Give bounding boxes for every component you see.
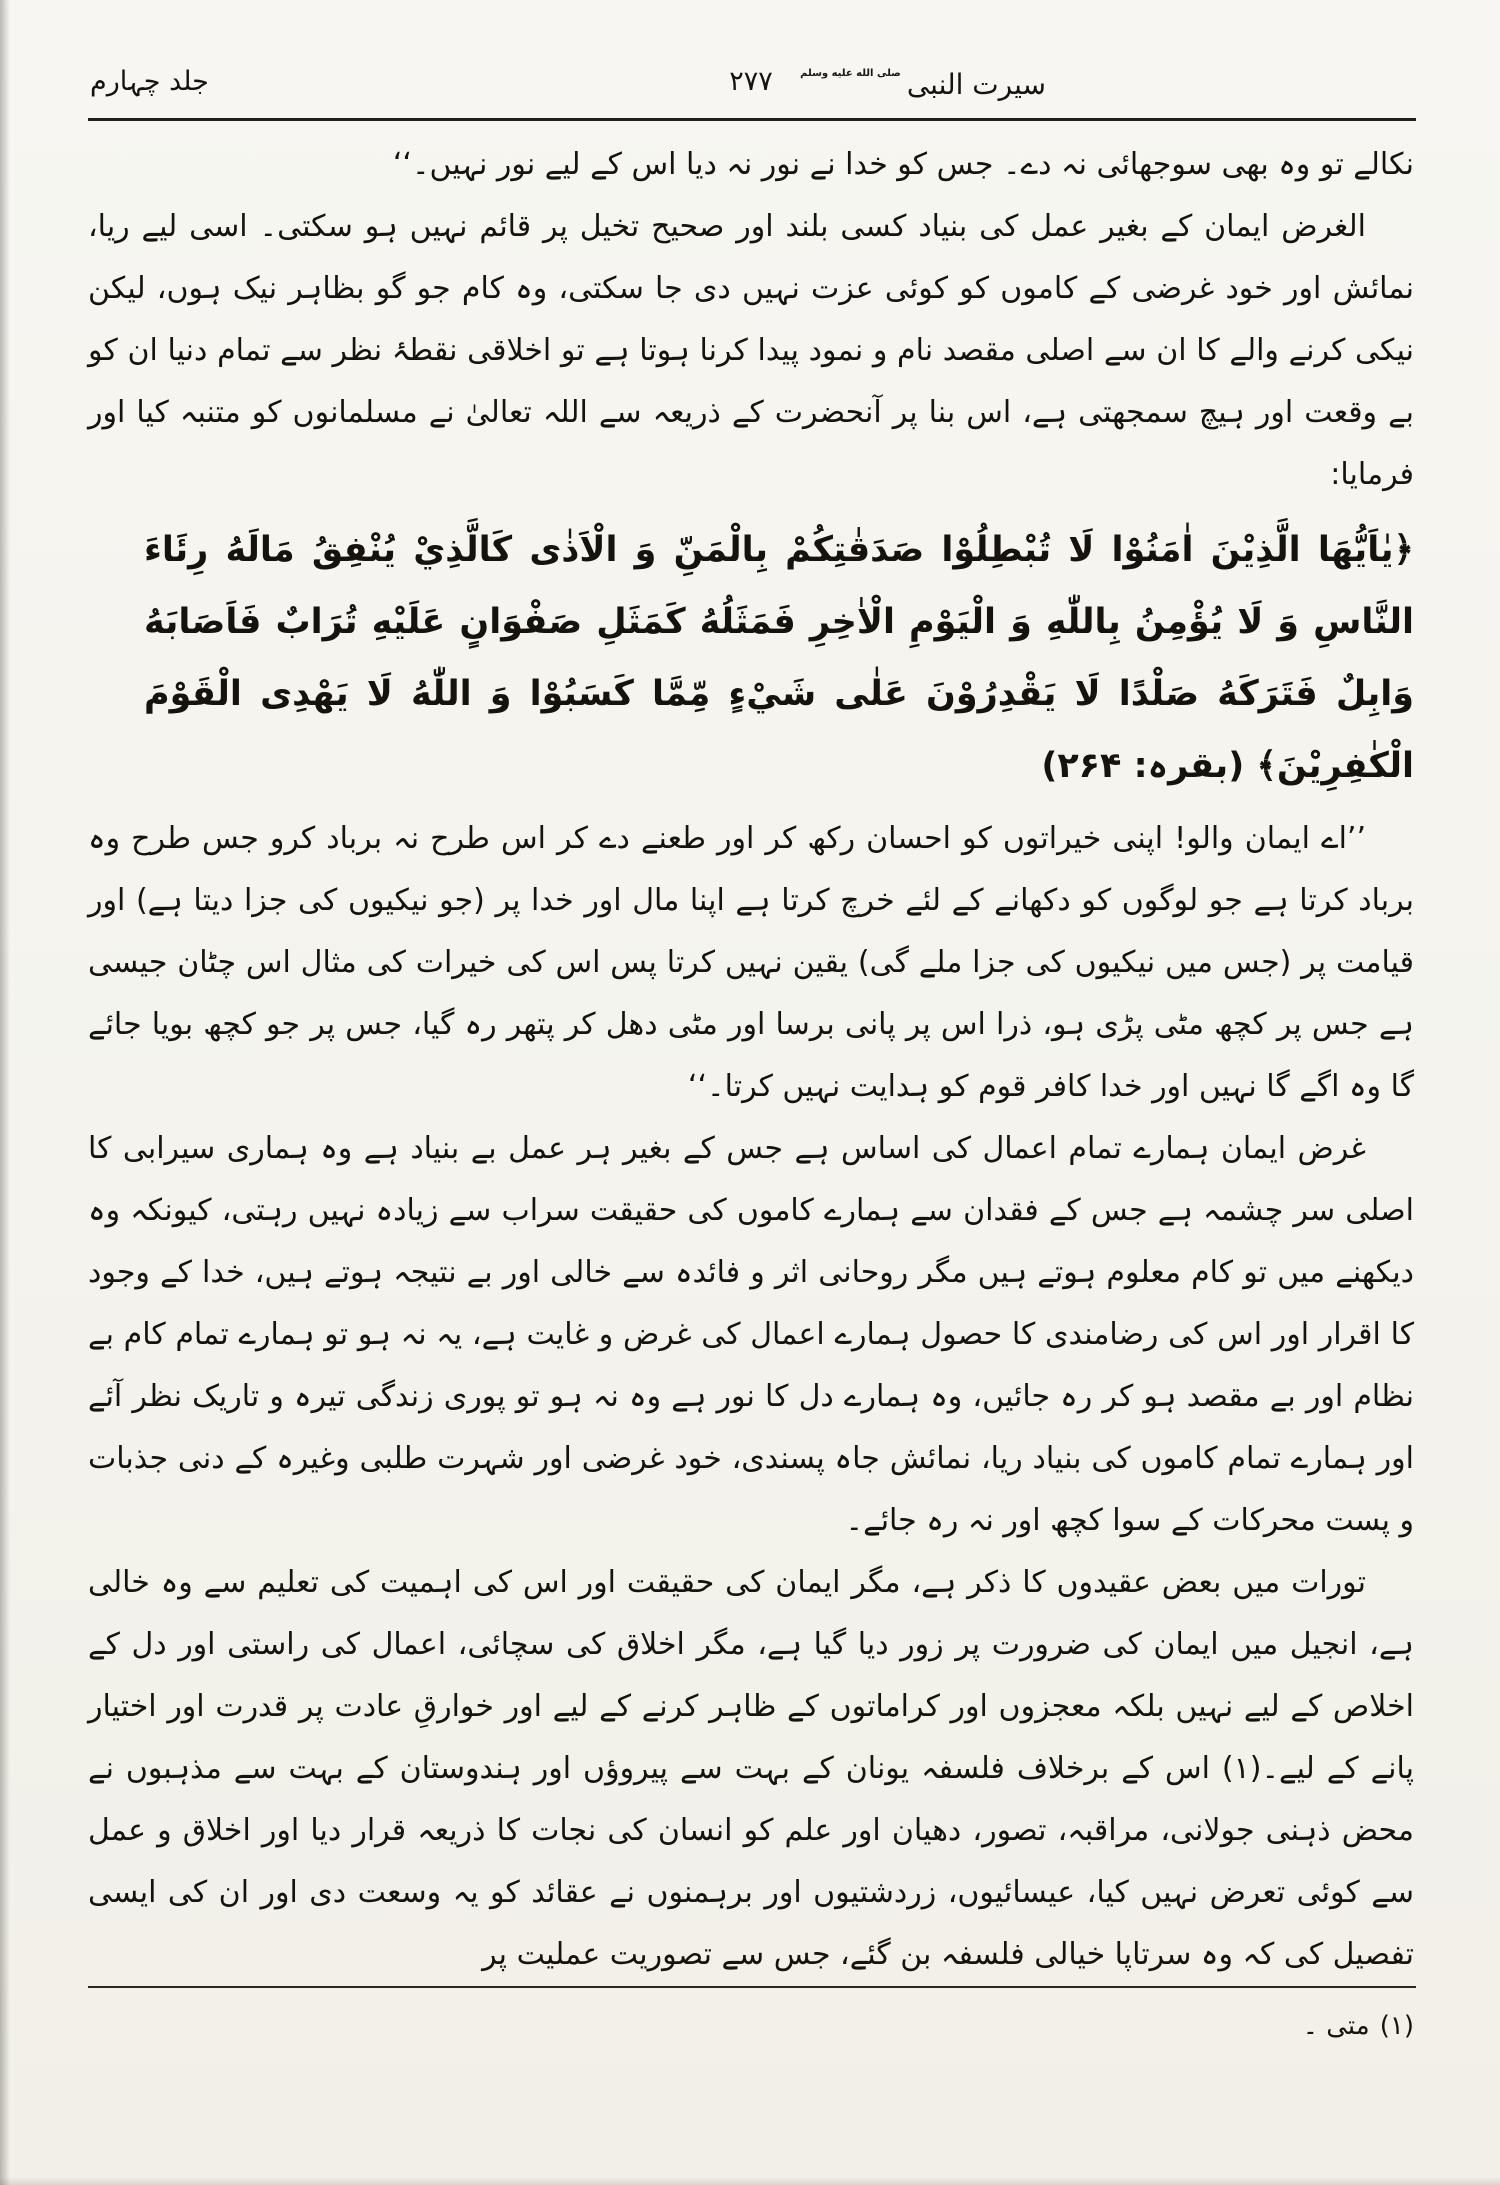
paragraph-intro: الغرض ایمان کے بغیر عمل کی بنیاد کسی بلند اور صحیح تخیل پر قائم نہیں ہو سکتی۔ اسی لیے ریا، نمائش اور خود غرضی کے کاموں کو کوئی عزت نہیں دی جا سکتی، وہ کام جو گو بظاہر نیک ہوں، لیکن نیکی کرنے والے کا ان سے اصلی مقصد نام و نمود پیدا کرنا ہوتا ہے تو اخلاقی نقطۂ نظر سے تمام دنیا ان کو بے وقعت اور ہیچ سمجھتی ہے، اس بنا پر آنحضرت کے ذریعہ سے اللہ تعالیٰ نے مسلمانوں کو متنبہ کیا اور فرمایا: xyxy=(88,209,1414,492)
header-book-title xyxy=(800,62,1046,110)
footnote xyxy=(1303,2004,1414,2048)
continuation-quote-line: نکالے تو وہ بھی سوجھائی نہ دے۔ جس کو خدا نے نور نہ دیا اس کے لیے نور نہیں۔‘‘ xyxy=(392,147,1414,182)
footnote-text: متی ۔ xyxy=(1302,2011,1370,2041)
page-header xyxy=(88,58,1414,114)
honorific-seal: صلى الله عليه وسلم xyxy=(800,68,901,79)
footnote-marker: (۱) xyxy=(1379,2011,1414,2041)
footnote-rule xyxy=(88,1986,1416,1988)
header-page-number: ۲۷۷ xyxy=(729,66,773,97)
scan-edge-shadow xyxy=(0,0,10,2185)
book-title-text: سیرت النبی xyxy=(906,68,1046,101)
scan-bottom-shadow xyxy=(0,2177,1500,2185)
paragraph-torah-gospel: تورات میں بعض عقیدوں کا ذکر ہے، مگر ایمان کی حقیقت اور اس کی اہمیت کی تعلیم سے وہ خالی ہے، انجیل میں ایمان کی ضرورت پر زور دیا گیا ہے، مگر اخلاق کی سچائی، اعمال کی راستی اور دل کے اخلاص کے لیے نہیں بلکہ معجزوں اور کراماتوں کے ظاہر کرنے کے لیے اور خوارقِ عادت پر قدرت اور اختیار پانے کے لیے۔(۱) اس کے برخلاف فلسفہ یونان کے بہت سے پیروؤں اور ہندوستان کے بہت سے مذہبوں نے محض ذہنی جولانی، مراقبہ، تصور، دھیان اور علم کو انسان کی نجات کا ذریعہ قرار دیا اور اخلاق و عمل سے کوئی تعرض نہیں کیا، عیسائیوں، زردشتیوں اور برہمنوں نے عقائد کو یہ وسعت دی اور ان کی ایسی تفصیل کی کہ وہ سرتاپا خیالی فلسفہ بن گئے، جس سے تصوریت عملیت پر xyxy=(88,1565,1414,1972)
page-body xyxy=(88,134,1414,1986)
quran-verse-block xyxy=(88,514,1414,802)
paragraph-faith-foundation: غرض ایمان ہمارے تمام اعمال کی اساس ہے جس کے بغیر ہر عمل بے بنیاد ہے وہ ہماری سیرابی کا اصلی سر چشمہ ہے جس کے فقدان سے ہمارے کاموں کی حقیقت سراب سے زیادہ نہیں رہتی، کیونکہ وہ دیکھنے میں تو کام معلوم ہوتے ہیں مگر روحانی اثر و فائدہ سے خالی اور بے نتیجہ ہوتے ہیں، خدا کے وجود کا اقرار اور اس کی رضامندی کا حصول ہمارے اعمال کی غرض و غایت ہے، یہ نہ ہو تو ہمارے تمام کام بے نظام اور بے مقصد ہو کر رہ جائیں، وہ ہمارے دل کا نور ہے وہ نہ ہو تو پوری زندگی تیرہ و تاریک نظر آئے اور ہمارے تمام کاموں کی بنیاد ریا، نمائش جاہ پسندی، خود غرضی اور شہرت طلبی وغیرہ کے دنی جذبات و پست محرکات کے سوا کچھ اور نہ رہ جائے۔ xyxy=(88,1131,1414,1538)
header-volume-label: جلد چہارم xyxy=(90,66,209,97)
quran-verse-text: ﴿يٰاَيُّهَا الَّذِيْنَ اٰمَنُوْا لَا تُبْطِلُوْا صَدَقٰتِكُمْ بِالْمَنِّ وَ الْاَذٰى كَالَّذِيْ يُنْفِقُ مَالَهُ رِئَاءَ النَّاسِ وَ لَا يُؤْمِنُ بِاللّٰهِ وَ الْيَوْمِ الْاٰخِرِ فَمَثَلُهُ كَمَثَلِ صَفْوَانٍ عَلَيْهِ تُرَابٌ فَاَصَابَهُ وَابِلٌ فَتَرَكَهُ صَلْدًا لَا يَقْدِرُوْنَ عَلٰى شَيْءٍ مِّمَّا كَسَبُوْا وَ اللّٰهُ لَا يَهْدِى الْقَوْمَ الْكٰفِرِيْنَ﴾ xyxy=(144,530,1414,786)
verse-translation-paragraph: ’’اے ایمان والو! اپنی خیراتوں کو احسان رکھ کر اور طعنے دے کر اس طرح نہ برباد کرو جس طرح وہ برباد کرتا ہے جو لوگوں کو دکھانے کے لئے خرچ کرتا ہے اپنا مال اور خدا پر (جو نیکیوں کی جزا دیتا ہے) اور قیامت پر (جس میں نیکیوں کی جزا ملے گی) یقین نہیں کرتا پس اس کی خیرات کی مثال اس چٹان جیسی ہے جس پر کچھ مٹی پڑی ہو، ذرا اس پر پانی برسا اور مٹی دھل کر پتھر رہ گیا، جس پر جو کچھ بویا جائے گا وہ اگے گا نہیں اور خدا کافر قوم کو ہدایت نہیں کرتا۔‘‘ xyxy=(88,821,1414,1104)
header-rule xyxy=(88,118,1416,121)
verse-reference: (بقرہ: ۲۶۴) xyxy=(1041,746,1245,786)
